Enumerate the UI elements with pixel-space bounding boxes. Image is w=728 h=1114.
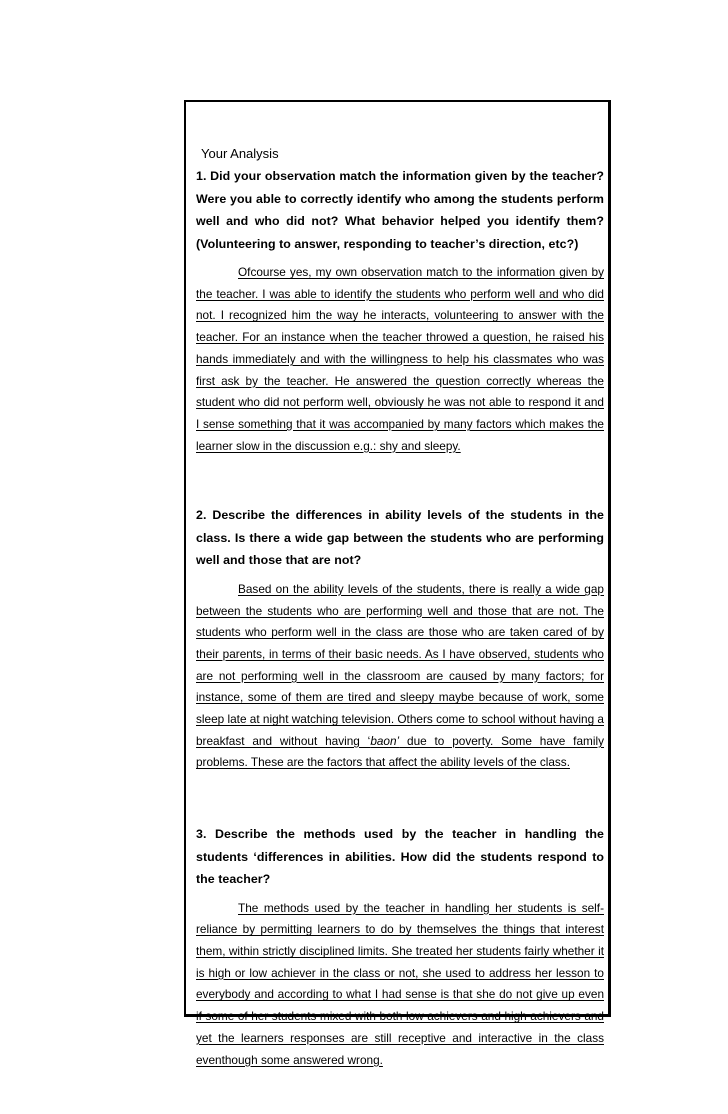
section-spacer: [196, 774, 604, 823]
section-spacer: [196, 457, 604, 504]
question-2: 2. Describe the differences in ability levels of the students in the class. Is there a wide gap between the students who are performing well and those that are not?: [196, 508, 604, 568]
answer-2-part-2: due to poverty. Some have family problems. These are the factors that affect the ability levels of the class.: [196, 733, 604, 770]
answer-1: Ofcourse yes, my own observation match to the information given by the teacher. I was able to identify the students who perform well and who did not. I recognized him the way he interacts, volunteering to answer with the teacher. For an instance when the teacher throwed a question, he raised his hands immediately and with the willingness to help his classmates who was first ask by the teacher. He answered the question correctly whereas the student who did not perform well, obviously he was not able to respond it and I sense something that it was accompanied by many factors which makes the learner slow in the discussion e.g.: shy and sleepy.: [196, 265, 604, 453]
document-frame: [184, 100, 611, 1067]
answer-2: [196, 579, 604, 774]
question-1: 1. Did your observation match the information given by the teacher? Were you able to correctly identify who among the students perform well and who did not? What behavior helped you identify them? (Volunteering to answer, responding to teacher’s direction, etc?): [196, 169, 604, 251]
answer-2-part-1: Based on the ability levels of the students, there is really a wide gap between the students who are performing well and those that are not. The students who perform well in the class are those who are taken cared of by their parents, in terms of their basic needs. As I have observed, students who are not performing well in the classroom are caused by many factors; for instance, some of them are tired and sleepy maybe because of work, some sleep late at night watching television. Others come to school without having a breakfast and without having ‘: [196, 581, 604, 748]
analysis-heading: Your Analysis: [201, 146, 279, 161]
question-3: 3. Describe the methods used by the teacher in handling the students ‘differences in abilities. How did the students respond to the teacher?: [196, 827, 604, 887]
answer-3: The methods used by the teacher in handling her students is self-reliance by permitting learners to do by themselves the things that interest them, within strictly disciplined limits. She treated her students fairly whether it is high or low achiever in the class or not, she used to address her lesson to everybody and according to what I had sense is that she do not give up even if some of her students mixed with both low achievers and high achievers and yet the learners responses are still receptive and interactive in the class eventhough some answered wrong.: [196, 900, 604, 1067]
document-content: [196, 146, 604, 1071]
answer-2-emphasis: baon’: [370, 733, 400, 748]
